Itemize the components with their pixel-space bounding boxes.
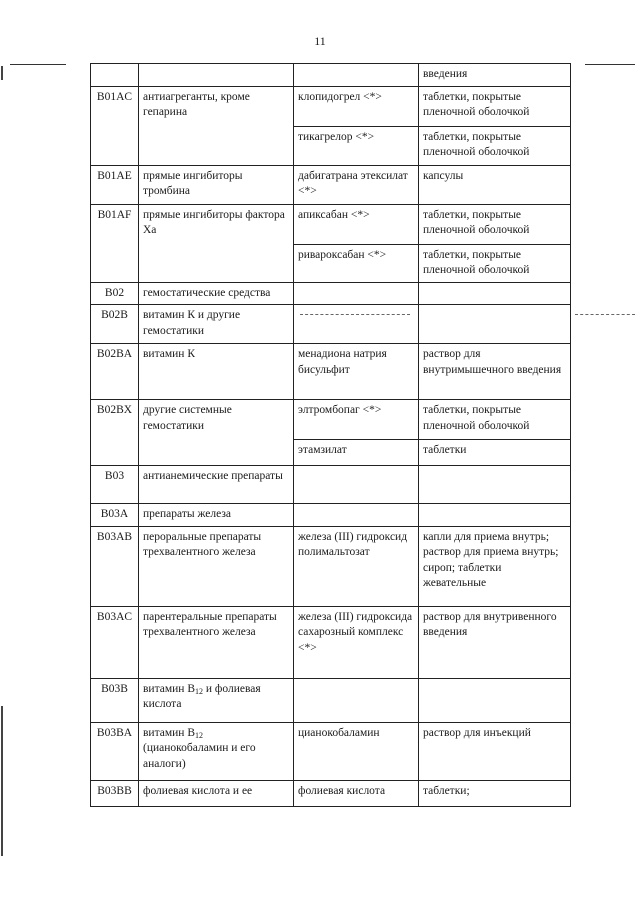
group-name: витамин К и другие гемостатики (139, 305, 294, 344)
group-name: антианемические препараты (139, 466, 294, 504)
dosage-form: таблетки, покрытые пленочной оболочкой (419, 86, 571, 126)
atc-code: B01AF (91, 204, 139, 282)
top-rule-right (585, 64, 635, 65)
table-row (91, 400, 571, 440)
dosage-form: таблетки, покрытые пленочной оболочкой (419, 204, 571, 244)
dosage-form: капсулы (419, 165, 571, 204)
dosage-form: таблетки, покрытые пленочной оболочкой (419, 244, 571, 282)
atc-code: B02BA (91, 344, 139, 400)
group-name: препараты железа (139, 504, 294, 527)
scan-artifact-line (575, 314, 635, 315)
table-row (91, 64, 571, 87)
group-name: парентеральные препараты трехвалентного железа (139, 606, 294, 678)
group-name: гемостатические средства (139, 282, 294, 305)
group-name: витамин $B_{12}$ и фолиевая кислота (139, 678, 294, 722)
group-name: витамин $B_{12}$ (цианокобаламин и его аналоги) (139, 722, 294, 780)
atc-code: B03BB (91, 780, 139, 806)
table-row (91, 86, 571, 126)
drug-name: ривароксабан <*> (294, 244, 419, 282)
atc-code: B03AC (91, 606, 139, 678)
atc-code (91, 64, 139, 87)
top-rule-left (10, 64, 66, 65)
drug-name (294, 466, 419, 504)
table-row (91, 282, 571, 305)
dosage-form (419, 466, 571, 504)
atc-code: B01AE (91, 165, 139, 204)
table-row (91, 526, 571, 606)
atc-code: B02BX (91, 400, 139, 466)
table-row (91, 204, 571, 244)
page-number: 11 (314, 34, 326, 48)
drug-name: этамзилат (294, 440, 419, 466)
drug-name: цианокобаламин (294, 722, 419, 780)
drug-name (294, 305, 419, 344)
group-name: прямые ингибиторы фактора Ха (139, 204, 294, 282)
drug-name: клопидогрел <*> (294, 86, 419, 126)
atc-code: B03AB (91, 526, 139, 606)
drug-name: дабигатрана этексилат <*> (294, 165, 419, 204)
group-name: витамин К (139, 344, 294, 400)
drug-name: менадиона натрия бисульфит (294, 344, 419, 400)
atc-code: B02B (91, 305, 139, 344)
atc-code: B03 (91, 466, 139, 504)
drug-name: фолиевая кислота (294, 780, 419, 806)
margin-mark (1, 66, 3, 80)
dosage-form (419, 678, 571, 722)
atc-code: B03BA (91, 722, 139, 780)
table-row (91, 305, 571, 344)
dosage-form (419, 305, 571, 344)
drug-name: апиксабан <*> (294, 204, 419, 244)
table-row (91, 678, 571, 722)
drug-name (294, 678, 419, 722)
group-name: пероральные препараты трехвалентного железа (139, 526, 294, 606)
dosage-form (419, 282, 571, 305)
table-row (91, 722, 571, 780)
dosage-form: таблетки, покрытые пленочной оболочкой (419, 400, 571, 440)
group-name: фолиевая кислота и ее (139, 780, 294, 806)
table-row (91, 780, 571, 806)
table-row (91, 606, 571, 678)
drug-name (294, 504, 419, 527)
atc-code: B03A (91, 504, 139, 527)
table-row (91, 466, 571, 504)
dosage-form: раствор для инъекций (419, 722, 571, 780)
dosage-form: таблетки; (419, 780, 571, 806)
dosage-form: капли для приема внутрь; раствор для приема внутрь; сироп; таблетки жевательные (419, 526, 571, 606)
group-name: другие системные гемостатики (139, 400, 294, 466)
drug-name (294, 64, 419, 87)
table-row (91, 165, 571, 204)
table-row (91, 504, 571, 527)
group-name: прямые ингибиторы тромбина (139, 165, 294, 204)
drug-name: железа (III) гидроксид полимальтозат (294, 526, 419, 606)
group-name: антиагреганты, кроме гепарина (139, 86, 294, 165)
dosage-form (419, 504, 571, 527)
drug-name: железа (III) гидроксида сахарозный комплекс <*> (294, 606, 419, 678)
drug-name: элтромбопаг <*> (294, 400, 419, 440)
dosage-form: раствор для внутривенного введения (419, 606, 571, 678)
table-row (91, 344, 571, 400)
margin-mark (1, 706, 3, 856)
drug-name (294, 282, 419, 305)
dosage-form: таблетки (419, 440, 571, 466)
dosage-form: введения (419, 64, 571, 87)
group-name (139, 64, 294, 87)
dosage-form: таблетки, покрытые пленочной оболочкой (419, 126, 571, 165)
drug-name: тикагрелор <*> (294, 126, 419, 165)
atc-code: B01AC (91, 86, 139, 165)
atc-code: B03B (91, 678, 139, 722)
medicines-table (90, 63, 571, 807)
dosage-form: раствор для внутримышечного введения (419, 344, 571, 400)
atc-code: B02 (91, 282, 139, 305)
